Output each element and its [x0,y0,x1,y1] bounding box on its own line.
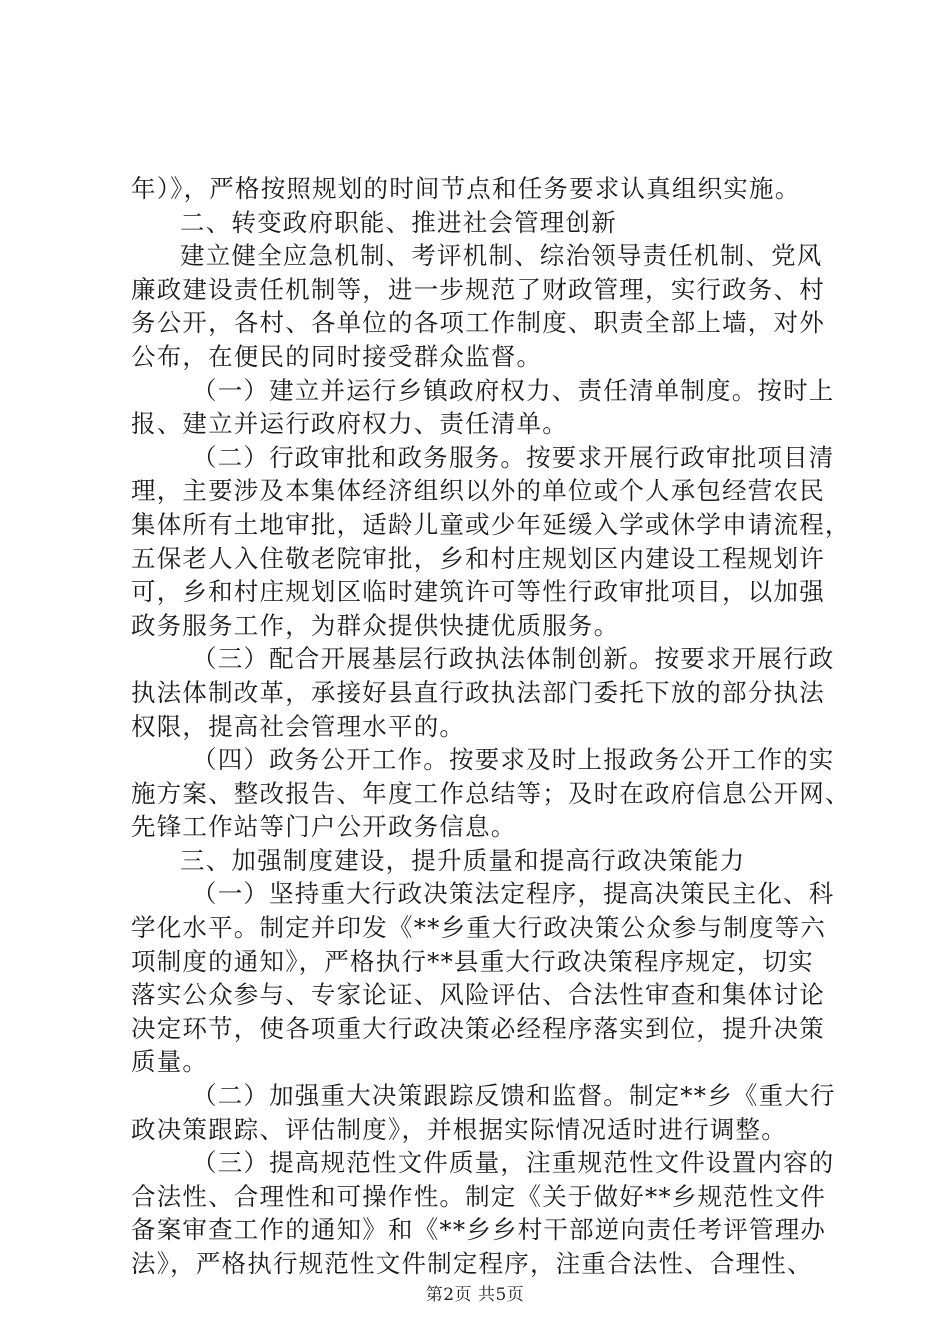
text-line: 廉政建设责任机制等，进一步规范了财政管理，实行政务、村 [131,274,825,304]
text-line: 法》，严格执行规范性文件制定程序，注重合法性、合理性、 [131,1249,813,1278]
text-line: 合法性、合理性和可操作性。制定《关于做好**乡规范性文件 [131,1181,827,1211]
text-line: 先锋工作站等门户公开政务信息。 [131,812,517,842]
text-line: 务公开，各村、各单位的各项工作制度、职责全部上墙，对外 [131,308,825,338]
text-line: （三）提高规范性文件质量，注重规范性文件设置内容的 [192,1148,835,1178]
text-line: （三）配合开展基层行政执法体制创新。按要求开展行政 [192,644,835,674]
text-line: 政决策跟踪、评估制度》，并根据实际情况适时进行调整。 [131,1114,787,1144]
section-heading: 二、转变政府职能、推进社会管理创新 [180,207,617,237]
text-line: 决定环节，使各项重大行政决策必经程序落实到位，提升决策 [131,1013,825,1043]
text-line: （二）行政审批和政务服务。按要求开展行政审批项目清 [192,442,835,472]
text-line: 理，主要涉及本集体经济组织以外的单位或个人承包经营农民 [131,476,825,506]
text-line: 质量。 [131,1047,209,1077]
text-line: 建立健全应急机制、考评机制、综治领导责任机制、党风 [180,241,823,271]
text-line: （四）政务公开工作。按要求及时上报政务公开工作的实 [192,745,835,775]
text-line: 可，乡和村庄规划区临时建筑许可等性行政审批项目，以加强 [131,577,825,607]
text-line: 执法体制改革，承接好县直行政执法部门委托下放的部分执法 [131,677,825,707]
text-line: 年）》，严格按照规划的时间节点和任务要求认真组织实施。 [131,174,801,203]
text-line: （一）坚持重大行政决策法定程序，提高决策民主化、科 [192,879,835,909]
text-line: （一）建立并运行乡镇政府权力、责任清单制度。按时上 [192,375,835,405]
text-line: 公布，在便民的同时接受群众监督。 [131,341,543,371]
text-line: 权限，提高社会管理水平的。 [131,711,466,741]
text-line: 备案审查工作的通知》和《**乡乡村干部逆向责任考评管理办 [131,1215,827,1245]
section-heading: 三、加强制度建设，提升质量和提高行政决策能力 [180,845,746,875]
text-line: 学化水平。制定并印发《**乡重大行政决策公众参与制度等六 [131,913,827,943]
text-line: 施方案、整改报告、年度工作总结等；及时在政府信息公开网、 [131,778,851,808]
text-line: （二）加强重大决策跟踪反馈和监督。制定**乡《重大行 [192,1081,836,1111]
text-line: 政务服务工作，为群众提供快捷优质服务。 [131,610,620,640]
page-number-footer: 第2页 共5页 [425,1285,525,1305]
text-line: 集体所有土地审批，适龄儿童或少年延缓入学或休学申请流程， [131,509,851,539]
document-body [131,172,851,1281]
text-line: 报、建立并运行政府权力、责任清单。 [131,409,568,439]
text-line: 落实公众参与、专家论证、风险评估、合法性审查和集体讨论 [131,980,825,1010]
text-line: 项制度的通知》，严格执行**县重大行政决策程序规定，切实 [131,946,814,976]
text-line: 五保老人入住敬老院审批，乡和村庄规划区内建设工程规划许 [131,543,825,573]
